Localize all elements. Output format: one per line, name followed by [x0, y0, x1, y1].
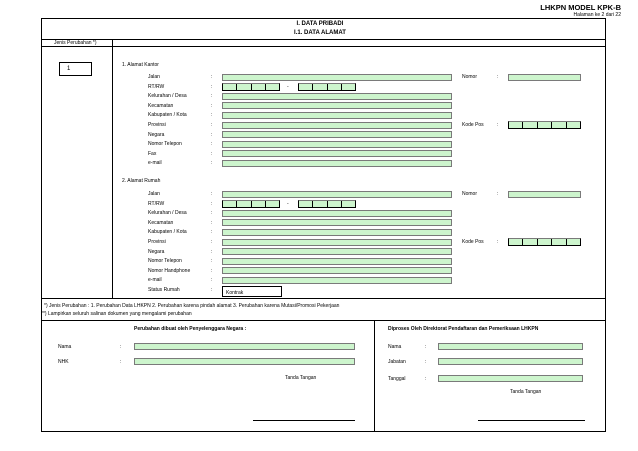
office-label-5: Provinsi [148, 122, 166, 128]
home-rw-field[interactable] [298, 200, 356, 208]
office-colon-7: : [211, 141, 213, 148]
office-colon-6: : [211, 131, 213, 138]
office-colon-5: : [211, 122, 213, 128]
home-address-title: 2. Alamat Rumah [122, 178, 161, 184]
home-colon-5: : [211, 239, 213, 245]
office-kodepos-field[interactable] [508, 121, 581, 129]
right-nama-field[interactable] [438, 343, 583, 350]
left-nama-colon: : [120, 344, 122, 350]
office-rt-field[interactable] [222, 83, 280, 91]
home-rt-separator: - [287, 200, 289, 207]
office-nomor-label: Nomor [462, 74, 478, 80]
home-kodepos-field[interactable] [508, 238, 581, 246]
left-nama-label: Nama [58, 344, 72, 350]
right-signature-label: Tanda Tangan [510, 389, 542, 395]
home-label-10: Status Rumah [148, 287, 180, 293]
office-field-6[interactable] [222, 131, 452, 138]
office-label-3: Kecamatan [148, 102, 174, 109]
change-type-box[interactable] [59, 62, 92, 76]
left-nhk-field[interactable] [134, 358, 355, 365]
office-label-9: e-mail [148, 160, 162, 167]
office-colon-9: : [211, 160, 213, 167]
home-field-6[interactable] [222, 248, 452, 255]
home-nomor-field[interactable] [508, 191, 581, 198]
right-jabatan-field[interactable] [438, 358, 583, 365]
right-jabatan-colon: : [425, 359, 427, 365]
notes-line-2: **) Lampirkan seluruh salinan dokumen yang mengalami perubahan [41, 311, 192, 317]
home-rt-field[interactable] [222, 200, 280, 208]
page-number: Halaman ke 2 dari 22 [573, 12, 621, 18]
office-colon-2: : [211, 93, 213, 100]
office-label-0: Jalan [148, 74, 160, 80]
home-label-5: Provinsi [148, 239, 166, 245]
office-nomor-field[interactable] [508, 74, 581, 81]
right-tanggal-colon: : [425, 376, 427, 382]
office-field-5[interactable] [222, 122, 452, 129]
office-field-9[interactable] [222, 160, 452, 167]
home-nomor-colon: : [497, 191, 499, 197]
office-colon-0: : [211, 74, 213, 80]
left-signature-label: Tanda Tangan [285, 375, 317, 381]
section-title: I. DATA PRIBADI [296, 21, 344, 27]
home-label-3: Kecamatan [148, 219, 174, 226]
right-tanggal-label: Tanggal [388, 376, 406, 382]
home-label-4: Kabupaten / Kota [148, 229, 187, 236]
notes-line-1: *) Jenis Perubahan : 1. Perubahan Data LHKPN 2. Perubahan karena pindah alamat 3. Perubahan karena Mutasi/Promosi Pekerjaan [44, 303, 340, 309]
home-kodepos-colon: : [497, 239, 499, 245]
home-field-7[interactable] [222, 258, 452, 265]
home-status-field[interactable] [222, 286, 282, 297]
office-field-0[interactable] [222, 74, 452, 81]
home-field-2[interactable] [222, 210, 452, 217]
office-colon-4: : [211, 112, 213, 119]
office-label-6: Negara [148, 131, 165, 138]
home-field-5[interactable] [222, 239, 452, 246]
home-colon-4: : [211, 229, 213, 236]
office-field-3[interactable] [222, 102, 452, 109]
home-nomor-label: Nomor [462, 191, 478, 197]
right-nama-label: Nama [388, 344, 402, 350]
home-field-8[interactable] [222, 267, 452, 274]
home-kodepos-label: Kode Pos [462, 239, 484, 245]
office-nomor-colon: : [497, 74, 499, 80]
home-colon-7: : [211, 258, 213, 265]
office-label-4: Kabupaten / Kota [148, 112, 187, 119]
office-field-8[interactable] [222, 150, 452, 157]
home-label-8: Nomor Handphone [148, 267, 191, 274]
home-colon-8: : [211, 267, 213, 274]
home-status-value: Kontrak [226, 289, 244, 296]
office-colon-1: : [211, 83, 213, 90]
home-label-9: e-mail [148, 277, 162, 284]
home-label-1: RT/RW [148, 200, 165, 207]
right-tanggal-field[interactable] [438, 375, 583, 382]
home-label-0: Jalan [148, 191, 160, 197]
left-nhk-label: NHK [58, 359, 69, 365]
home-colon-0: : [211, 191, 213, 197]
home-colon-9: : [211, 277, 213, 284]
left-nama-field[interactable] [134, 343, 355, 350]
office-colon-8: : [211, 150, 213, 157]
home-field-3[interactable] [222, 219, 452, 226]
home-field-4[interactable] [222, 229, 452, 236]
home-label-7: Nomor Telepon [148, 258, 182, 265]
right-nama-colon: : [425, 344, 427, 350]
home-colon-1: : [211, 200, 213, 207]
office-colon-3: : [211, 102, 213, 109]
left-nhk-colon: : [120, 359, 122, 365]
office-rt-separator: - [287, 83, 289, 90]
home-label-6: Negara [148, 248, 165, 255]
office-label-1: RT/RW [148, 83, 165, 90]
right-panel-title: Diproses Oleh Direktorat Pendaftaran dan Pemeriksaan LHKPN [388, 326, 539, 332]
home-colon-10: : [211, 287, 213, 293]
home-colon-3: : [211, 219, 213, 226]
office-address-title: 1. Alamat Kantor [122, 62, 159, 68]
home-field-9[interactable] [222, 277, 452, 284]
office-label-2: Kelurahan / Desa [148, 93, 187, 100]
office-kodepos-colon: : [497, 122, 499, 128]
office-kodepos-label: Kode Pos [462, 122, 484, 128]
home-colon-2: : [211, 210, 213, 217]
left-panel-title: Perubahan dibuat oleh Penyelenggara Negara : [134, 326, 247, 332]
office-label-8: Fax [148, 150, 157, 157]
left-signature-line [253, 420, 355, 421]
home-label-2: Kelurahan / Desa [148, 210, 187, 217]
right-signature-line [478, 420, 585, 421]
office-label-7: Nomor Telepon [148, 141, 182, 148]
office-rw-field[interactable] [298, 83, 356, 91]
section-subtitle: I.1. DATA ALAMAT [294, 30, 346, 36]
office-field-4[interactable] [222, 112, 452, 119]
form-model-label: LHKPN MODEL KPK-B [540, 3, 621, 12]
office-field-2[interactable] [222, 93, 452, 100]
change-type-label: Jenis Perubahan *) [54, 40, 97, 46]
home-field-0[interactable] [222, 191, 452, 198]
home-colon-6: : [211, 248, 213, 255]
office-field-7[interactable] [222, 141, 452, 148]
change-type-value: 1 [67, 66, 71, 72]
right-jabatan-label: Jabatan [388, 359, 406, 365]
